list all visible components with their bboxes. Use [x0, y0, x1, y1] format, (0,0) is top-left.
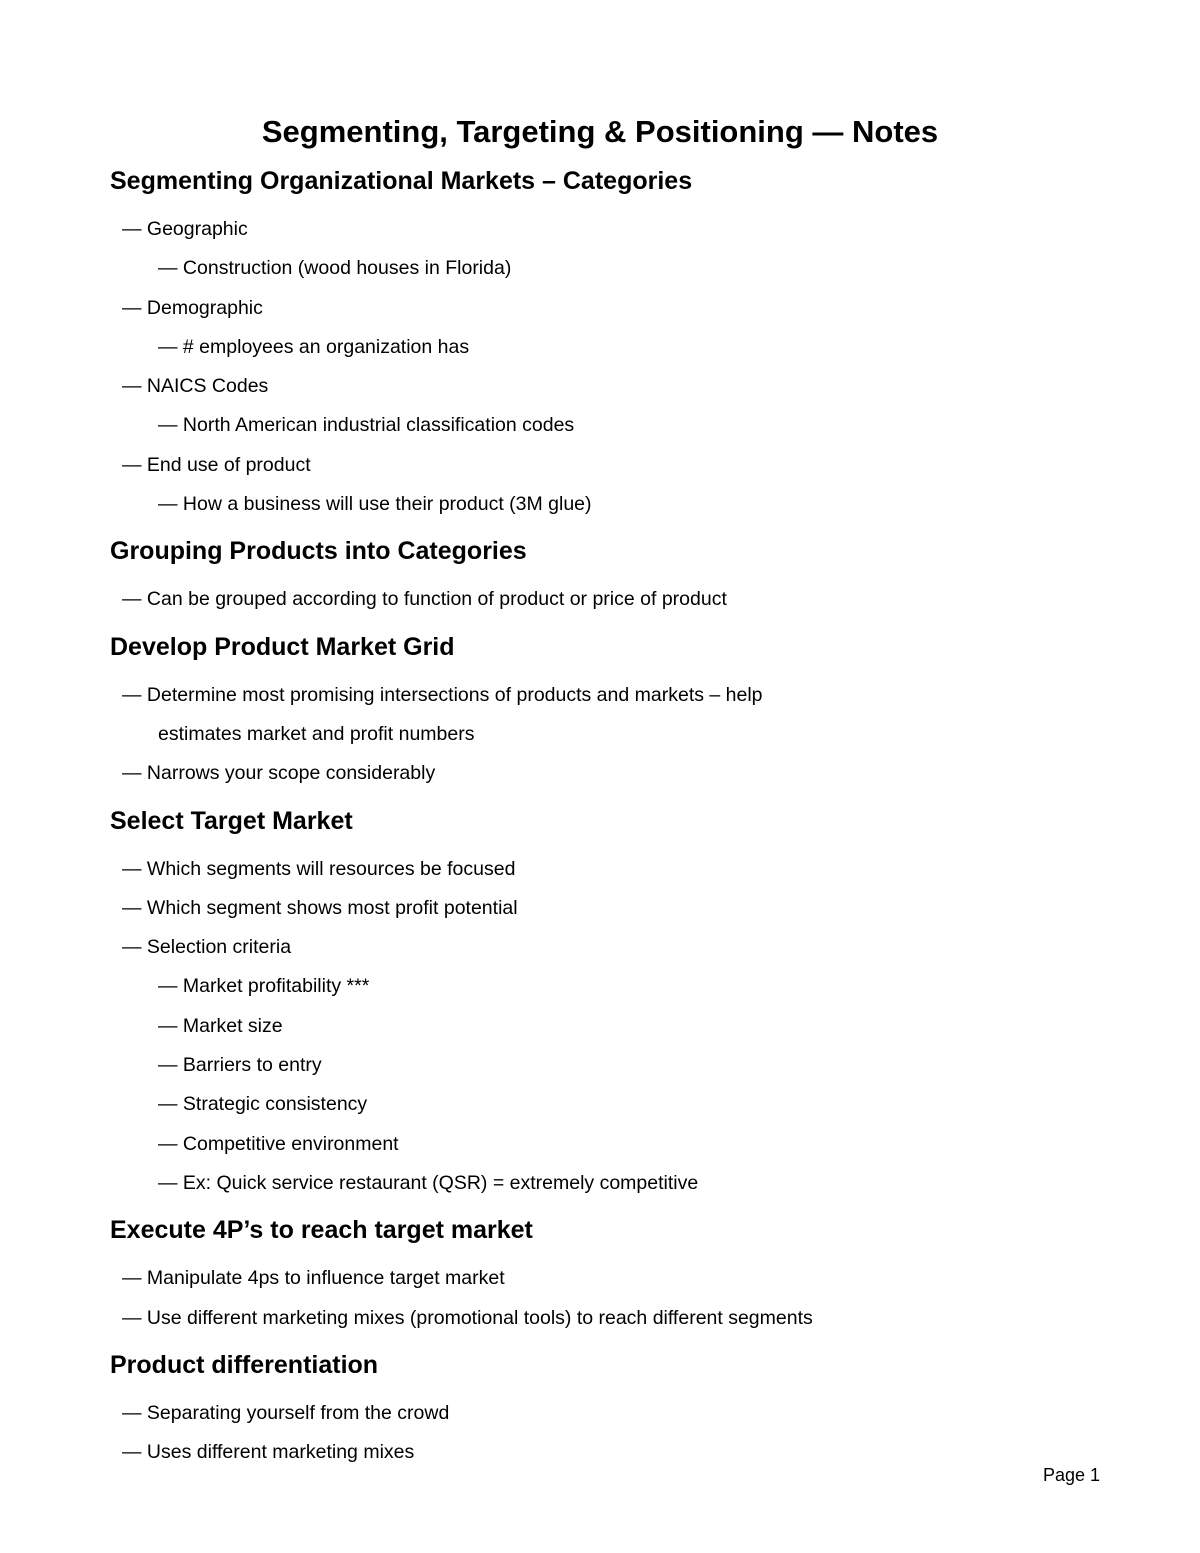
sub-bullet-item: — # employees an organization has — [158, 335, 470, 358]
section-heading: Grouping Products into Categories — [110, 537, 527, 566]
bullet-item: — Demographic — [122, 296, 263, 319]
bullet-item: — Separating yourself from the crowd — [122, 1401, 450, 1424]
bullet-item: — Which segment shows most profit potential — [122, 896, 518, 919]
section-heading: Select Target Market — [110, 806, 353, 835]
bullet-item: — Manipulate 4ps to influence target market — [122, 1267, 505, 1290]
bullet-item: — Determine most promising intersections of products and markets – help — [122, 683, 763, 706]
sub-bullet-item: — Market profitability *** — [158, 975, 370, 998]
section-heading: Product differentiation — [110, 1350, 379, 1379]
page-number: Page 1 — [1042, 1465, 1100, 1485]
bullet-item: — End use of product — [122, 453, 311, 476]
bullet-continuation: estimates market and profit numbers — [158, 722, 475, 745]
sub-bullet-item: — Market size — [158, 1014, 283, 1037]
section-heading: Segmenting Organizational Markets – Categories — [110, 167, 693, 195]
bullet-item: — NAICS Codes — [122, 375, 269, 398]
sub-bullet-item: — How a business will use their product (3M glue) — [158, 493, 592, 516]
bullet-item: — Geographic — [122, 218, 248, 240]
bullet-item: — Which segments will resources be focused — [122, 857, 516, 880]
sub-bullet-item: — Strategic consistency — [158, 1093, 368, 1116]
bullet-item: — Use different marketing mixes (promotional tools) to reach different segments — [122, 1306, 813, 1329]
document-body — [110, 166, 1110, 1472]
bullet-item: — Uses different marketing mixes — [122, 1441, 415, 1464]
sub-bullet-item: — Barriers to entry — [158, 1054, 322, 1077]
bullet-item: — Can be grouped according to function of product or price of product — [122, 588, 727, 611]
sub-bullet-item: — Competitive environment — [158, 1132, 399, 1155]
sub-bullet-item: — Construction (wood houses in Florida) — [158, 257, 512, 280]
section-heading: Execute 4P’s to reach target market — [110, 1216, 533, 1245]
sub-bullet-item: — Ex: Quick service restaurant (QSR) = extremely competitive — [158, 1171, 699, 1194]
section-heading: Develop Product Market Grid — [110, 632, 455, 661]
document-title: Segmenting, Targeting & Positioning — Notes — [261, 114, 939, 149]
bullet-item: — Selection criteria — [122, 936, 292, 959]
sub-bullet-item: — North American industrial classification codes — [158, 414, 575, 437]
bullet-item: — Narrows your scope considerably — [122, 762, 436, 785]
